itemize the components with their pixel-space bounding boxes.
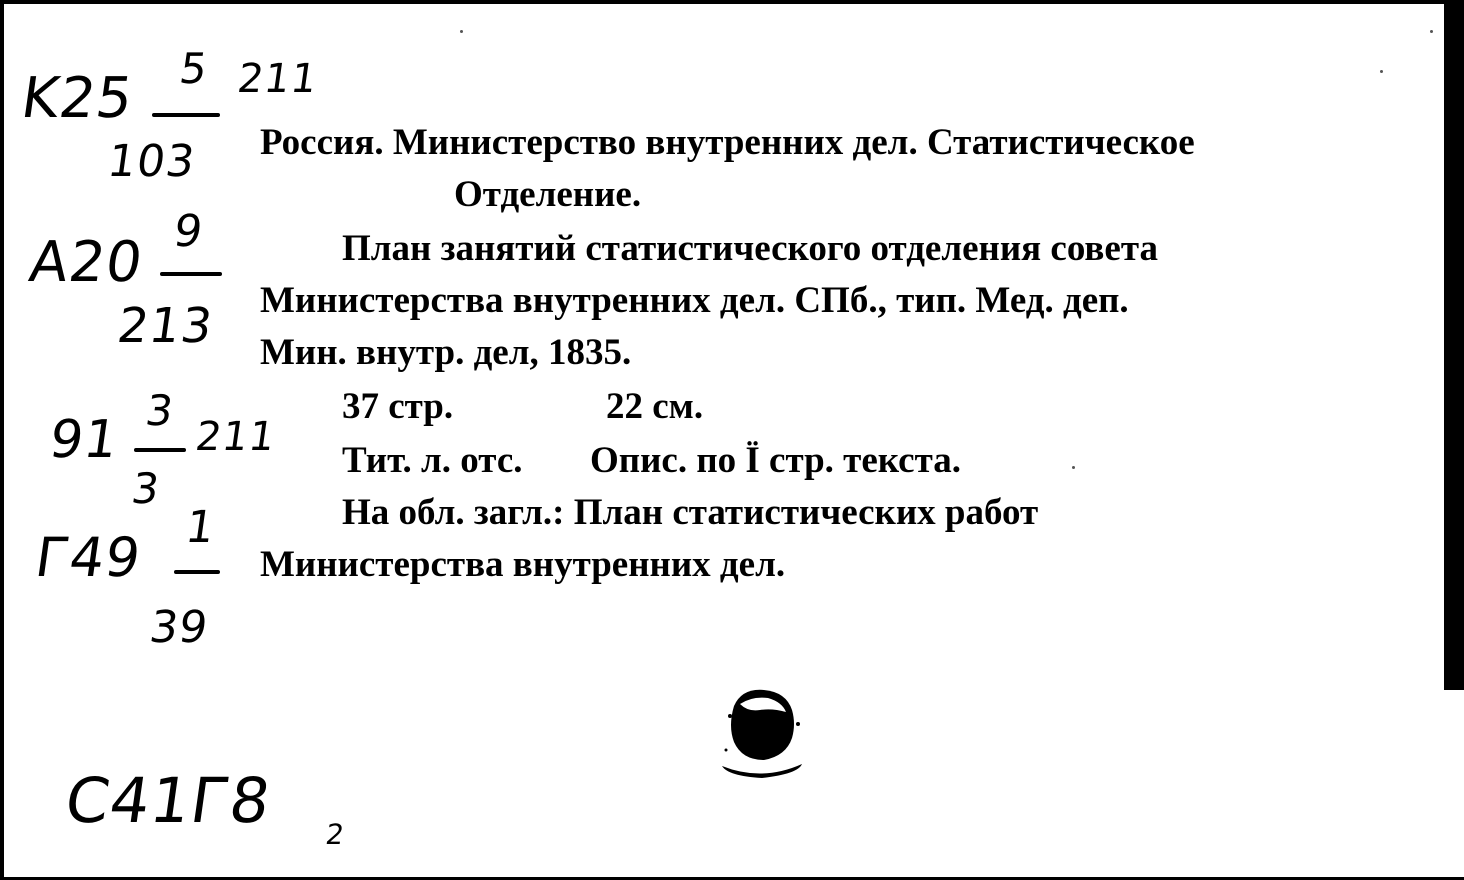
shelfmark-2-prefix: A20 [25, 230, 148, 295]
shelfmark-4-fraction-line [174, 570, 220, 574]
shelfmark-1-fraction-line [152, 113, 220, 117]
shelfmark-3-suffix: 211 [192, 414, 279, 460]
shelfmark-1-prefix: K25 [17, 66, 138, 131]
record-title-line-3: Мин. внутр. дел, 1835. [260, 332, 632, 373]
record-title-line-2: Министерства внутренних дел. СПб., тип. Мед. деп. [260, 280, 1129, 321]
card-border-top [0, 0, 1464, 4]
card-border-right-gap [1444, 690, 1464, 880]
shelfmark-1-denominator: 103 [104, 136, 199, 187]
inventory-number: C41Г8 [60, 764, 276, 837]
record-note-2-line-1: На обл. загл.: План статистических работ [342, 492, 1039, 533]
shelfmark-1-numerator: 5 [176, 44, 212, 93]
scan-speck [1072, 466, 1075, 469]
shelfmark-2-numerator: 9 [170, 206, 207, 257]
record-heading-line-1: Россия. Министерство внутренних дел. Статистическое [260, 122, 1195, 163]
record-size: 22 см. [606, 386, 704, 427]
library-stamp [712, 680, 812, 790]
inventory-subscript: 2 [323, 818, 348, 851]
shelfmark-4-prefix: Г49 [31, 526, 146, 589]
record-heading-line-2: Отделение. [454, 174, 642, 215]
record-note-2-line-2: Министерства внутренних дел. [260, 544, 786, 585]
scan-speck [460, 30, 463, 33]
shelfmark-1-suffix: 211 [234, 56, 321, 102]
record-note-1-part-1: Тит. л. отс. [342, 440, 523, 481]
record-note-1-part-2: Опис. по Ї стр. текста. [590, 440, 961, 481]
shelfmark-3-prefix: 91 [45, 410, 123, 470]
scan-speck [1380, 70, 1383, 73]
shelfmark-3-numerator: 3 [142, 386, 178, 435]
card-border-left [0, 0, 4, 880]
shelfmark-2-fraction-line [160, 272, 222, 276]
shelfmark-4-numerator: 1 [182, 502, 219, 553]
record-pages: 37 стр. [342, 386, 454, 427]
shelfmark-4-denominator: 39 [146, 602, 212, 653]
record-title-line-1: План занятий статистического отделения совета [342, 228, 1158, 269]
shelfmark-3-fraction-line [134, 448, 186, 452]
shelfmark-2-denominator: 213 [114, 298, 217, 354]
scan-speck [1430, 30, 1433, 33]
shelfmark-3-denominator: 3 [128, 464, 164, 513]
